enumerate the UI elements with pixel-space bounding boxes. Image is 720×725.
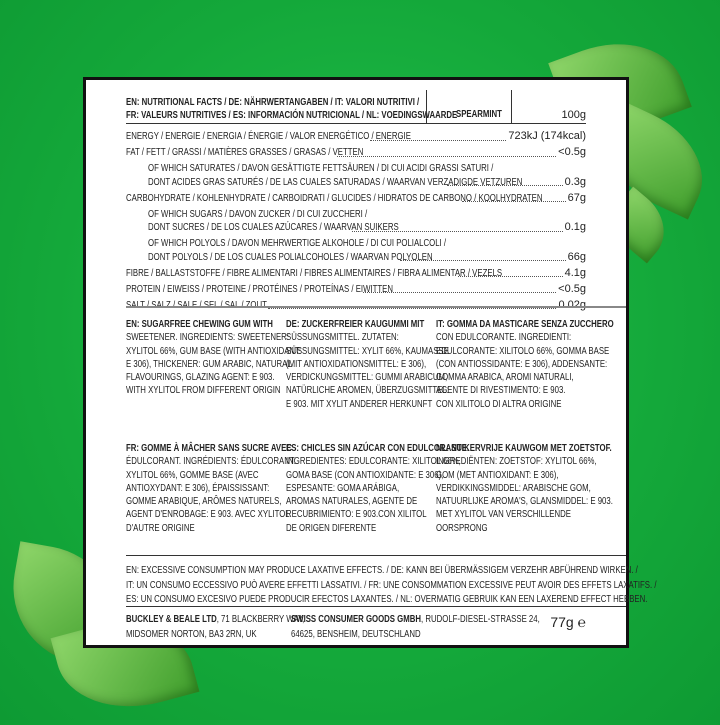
ingredient-line: RECUBRIMIENTO: E 903.CON XILITOL: [286, 509, 427, 521]
ingredient-line: GOM (MET ANTIOXIDANT: E 306),: [436, 469, 559, 481]
nutrition-rows: [126, 130, 586, 315]
nutrient-value: <0.5g: [558, 282, 586, 295]
nutrient-label: DONT SUCRES / DE LOS CUALES AZÚCARES / WAARVAN SUIKERS: [148, 222, 399, 233]
nutrient-label: CARBOHYDRATE / KOHLENHYDRATE / CARBOIDRATI / GLUCIDES / HIDRATOS DE CARBONO / KOOLHYDRATEN: [126, 192, 543, 204]
nutrition-row: [126, 162, 586, 189]
ingredient-line: FLAVOURINGS, GLAZING AGENT: E 903.: [126, 372, 275, 384]
company-name: BUCKLEY & BEALE LTD: [126, 614, 217, 625]
ingredient-line: GOMME ARABIQUE, ARÔMES NATURELS,: [126, 496, 282, 508]
nutrition-row: [126, 146, 586, 160]
nutrient-value: 0.3g: [564, 175, 586, 188]
nutrition-label: [83, 77, 657, 648]
ingredient-line: NATÜRLICHE AROMEN, ÜBERZUGSMITTEL:: [286, 385, 449, 397]
nutrient-label: OF WHICH POLYOLS / DAVON MEHRWERTIGE ALKOHOLE / DI CUI POLIALCOLI /: [148, 238, 447, 249]
ingredient-line: ANTIOXYDANT: E 306), ÉPAISSISSANT:: [126, 482, 270, 494]
nutrition-row: [126, 267, 586, 281]
ingredient-line: VERDIKKINGSMIDDEL: ARABISCHE GOM,: [436, 482, 591, 494]
ingredients-it: [436, 318, 626, 411]
ingredient-line: CON XILITOLO DI ALTRA ORIGINE: [436, 398, 562, 410]
ingredient-line: EN: SUGARFREE CHEWING GUM WITH: [126, 319, 273, 330]
ingredient-line: DE ORIGEN DIFERENTE: [286, 522, 377, 534]
company-name: SWISS CONSUMER GOODS GMBH: [291, 614, 422, 625]
ingredient-line: E 903. MIT XYLIT ANDERER HERKUNFT: [286, 398, 433, 410]
nutrition-row: [126, 192, 586, 206]
divider: [126, 306, 626, 308]
ingredient-line: AGENTE DI RIVESTIMENTO: E 903.: [436, 385, 566, 397]
warning-line: ES: UN CONSUMO EXCESIVO PUEDE PRODUCIR EFECTOS LAXANTES. / NL: OVERMATIG GEBRUIK KAN EEN LAXEREND EFFECT HEBBEN.: [126, 594, 648, 605]
divider: [126, 555, 626, 556]
ingredients-nl: [436, 442, 626, 535]
ingredient-line: WITH XYLITOL FROM DIFFERENT ORIGIN: [126, 385, 281, 397]
ingredient-line: NL: SUIKERVRIJE KAUWGOM MET ZOETSTOF.: [436, 443, 612, 454]
ingredient-line: XYLITOL 66%, GOMME BASE (AVEC: [126, 469, 259, 481]
nutrient-label: ENERGY / ENERGIE / ENERGIA / ÉNERGIE / VALOR ENERGÉTICO / ENERGIE: [126, 131, 411, 142]
ingredient-line: (CON ANTIOSSIDANTE: E 306), ADDENSANTE:: [436, 358, 608, 370]
nutrient-value: 66g: [567, 250, 586, 263]
warning-line: EN: EXCESSIVE CONSUMPTION MAY PRODUCE LAXATIVE EFFECTS. / DE: KANN BEI ÜBERMÄSSIGEM VERZEHR ABFÜHREND WIRKEN. /: [126, 565, 638, 576]
divider: [126, 606, 626, 607]
ingredient-line: EDULCORANTE: XILITOLO 66%, GOMMA BASE: [436, 345, 610, 357]
ingredient-line: DE: ZUCKERFREIER KAUGUMMI MIT: [286, 319, 425, 330]
nutrient-value: 723kJ (174kcal): [508, 130, 586, 142]
ingredient-line: GOMA BASE (CON ANTIOXIDANTE: E 306),: [286, 469, 444, 481]
flavour-label: SPEARMINT: [456, 109, 502, 120]
nutrition-title: FR: VALEURS NUTRITIVES / ES: INFORMACIÓN NUTRICIONAL / NL: VOEDINGSWAARDE: [126, 110, 458, 121]
address-line: 64625, BENSHEIM, DEUTSCHLAND: [291, 629, 421, 640]
net-weight: 77g ℮: [550, 614, 586, 630]
ingredient-line: FR: GOMME À MÂCHER SANS SUCRE AVEC: [126, 443, 292, 454]
nutrient-label: OF WHICH SUGARS / DAVON ZUCKER / DI CUI ZUCCHERI /: [148, 208, 368, 220]
ingredient-line: INGREDIËNTEN: ZOETSTOF: XYLITOL 66%,: [436, 456, 597, 468]
ingredient-line: E 306), THICKENER: GUM ARABIC, NATURAL: [126, 358, 292, 370]
nutrient-label: OF WHICH SATURATES / DAVON GESÄTTIGTE FETTSÄUREN / DI CUI ACIDI GRASSI SATURI /: [148, 163, 494, 174]
ingredient-line: SWEETENER. INGREDIENTS: SWEETENER:: [126, 332, 289, 344]
nutrition-header: [126, 90, 586, 124]
nutrition-title: EN: NUTRITIONAL FACTS / DE: NÄHRWERTANGABEN / IT: VALORI NUTRITIVI /: [126, 97, 420, 108]
ingredient-line: D'AUTRE ORIGINE: [126, 522, 195, 534]
ingredient-line: ES: CHICLES SIN AZÚCAR CON EDULCORANTE.: [286, 443, 470, 454]
per-amount: 100g: [561, 109, 586, 121]
address-line: , 71 BLACKBERRY WAY,: [216, 614, 305, 625]
ingredient-line: NATUURLIJKE AROMA'S, GLANSMIDDEL: E 903.: [436, 496, 613, 508]
ingredient-line: SÜSSUNGSMITTEL. ZUTATEN:: [286, 332, 399, 344]
ingredient-line: GOMMA ARABICA, AROMI NATURALI,: [436, 372, 574, 384]
nutrient-label: SALT / SALZ / SALE / SEL / SAL / ZOUT: [126, 299, 267, 311]
dot-leader: [268, 308, 557, 309]
nutrient-label: PROTEIN / EIWEISS / PROTEINE / PROTÉINES / PROTEÍNAS / EIWITTEN: [126, 283, 393, 295]
ingredient-line: VERDICKUNGSMITTEL: GUMMI ARABICUM,: [286, 372, 448, 384]
ingredient-line: ÉDULCORANT. INGRÉDIENTS: ÉDULCORANT:: [126, 456, 296, 468]
nutrition-row: [126, 237, 586, 264]
ingredient-line: SÜSSUNGSMITTEL: XYLIT 66%, KAUMASSE: [286, 345, 449, 357]
dot-leader: [337, 156, 556, 157]
nutrient-label: FIBRE / BALLASTSTOFFE / FIBRE ALIMENTARI / FIBRES ALIMENTAIRES / FIBRA ALIMENTAR / VEZELS: [126, 267, 503, 279]
ingredient-line: CON EDULCORANTE. INGREDIENTI:: [436, 332, 572, 344]
address-line: MIDSOMER NORTON, BA3 2RN, UK: [126, 629, 257, 640]
ingredient-line: OORSPRONG: [436, 522, 488, 534]
nutrient-value: 0.02g: [558, 298, 586, 311]
ingredient-line: AROMAS NATURALES, AGENTE DE: [286, 496, 418, 508]
ingredient-line: ESPESANTE: GOMA ARÁBIGA,: [286, 482, 400, 494]
ingredient-line: IT: GOMMA DA MASTICARE SENZA ZUCCHERO: [436, 319, 614, 330]
warning-line: IT: UN CONSUMO ECCESSIVO PUÒ AVERE EFFETTI LASSATIVI. / FR: UNE CONSOMMATION EXCESSIVE PEUT AVOIR DES EFFETS LAXATIFS. /: [126, 579, 657, 591]
ingredient-line: (MIT ANTIOXIDATIONSMITTEL: E 306),: [286, 358, 427, 370]
nutrient-label: DONT POLYOLS / DE LOS CUALES POLIALCOHOLES / WAARVAN POLYOLEN: [148, 251, 433, 263]
ingredient-line: MET XYLITOL VAN VERSCHILLENDE: [436, 509, 571, 521]
nutrition-row: [126, 283, 586, 297]
divider: [426, 90, 427, 123]
nutrient-label: FAT / FETT / GRASSI / MATIÈRES GRASSES / GRASAS / VETTEN: [126, 147, 364, 158]
laxative-warning: [126, 564, 720, 608]
address-line: , RUDOLF-DIESEL-STRASSE 24,: [421, 614, 540, 625]
nutrition-row: [126, 130, 586, 144]
nutrient-label: DONT ACIDES GRAS SATURÉS / DE LAS CUALES SATURADAS / WAARVAN VERZADIGDE VETZUREN: [148, 176, 523, 188]
ingredient-line: INGREDIENTES: EDULCORANTE: XILITOL 66%,: [286, 456, 461, 468]
nutrient-value: 67g: [567, 191, 586, 204]
ingredient-line: AGENT D'ENROBAGE: E 903. AVEC XYLITOL: [126, 509, 290, 521]
ingredient-line: XYLITOL 66%, GUM BASE (WITH ANTIOXIDANT:: [126, 345, 302, 357]
nutrient-value: <0.5g: [558, 146, 586, 158]
nutrition-row: [126, 208, 586, 235]
nutrient-value: 0.1g: [564, 221, 586, 233]
nutrient-value: 4.1g: [564, 266, 586, 279]
